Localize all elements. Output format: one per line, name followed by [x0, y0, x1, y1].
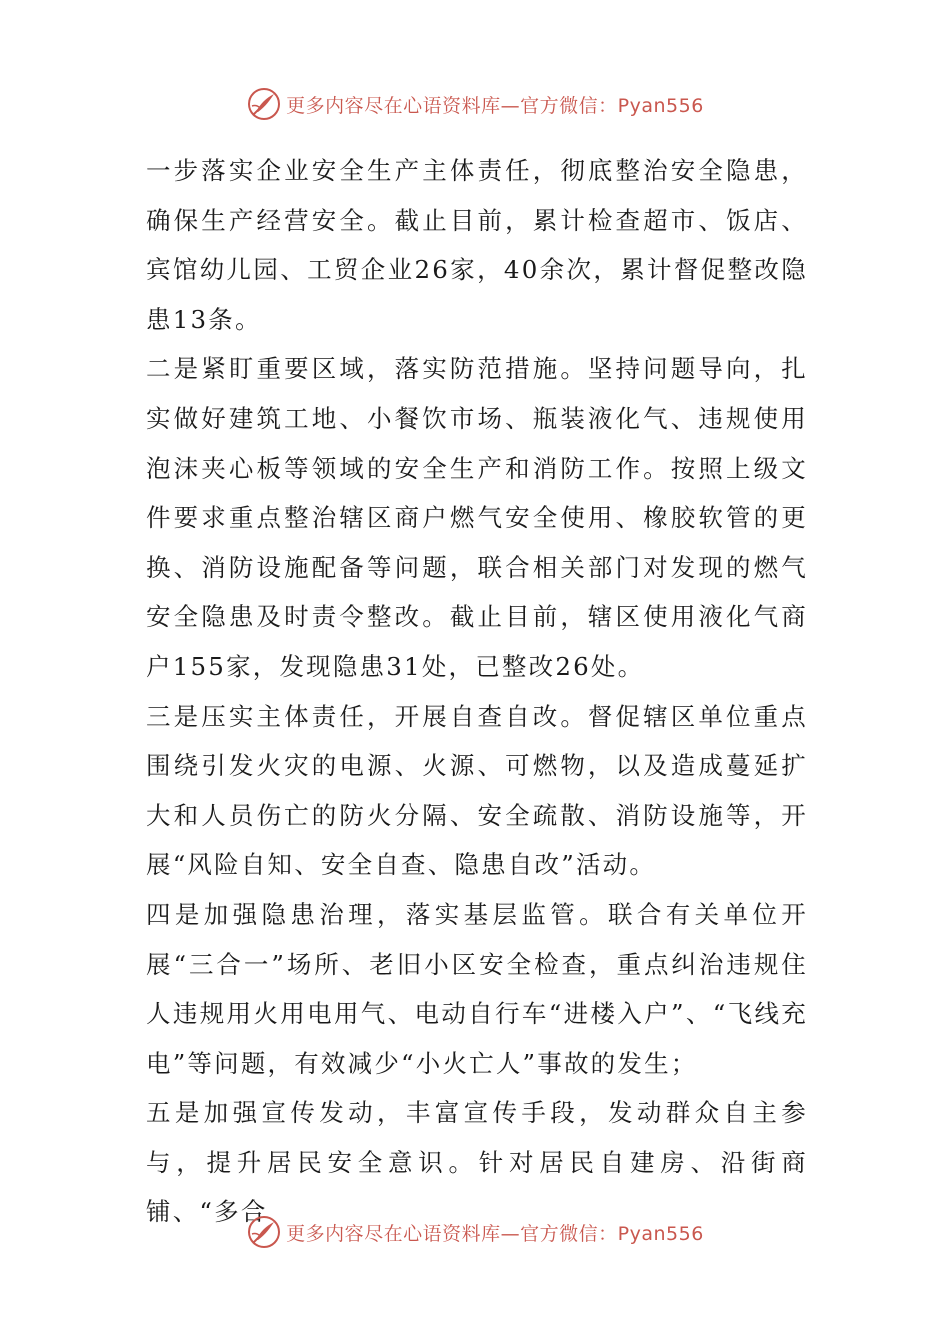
header-watermark: [0, 84, 950, 124]
paragraph-1: 一步落实企业安全生产主体责任，彻底整治安全隐患，确保生产经营安全。截止目前，累计检查超市、饭店、宾馆幼儿园、工贸企业26家，40余次，累计督促整改隐患13条。: [146, 156, 808, 334]
feather-pen-logo-icon: [246, 1214, 282, 1250]
paragraph-5: 五是加强宣传发动，丰富宣传手段，发动群众自主参与，提升居民安全意识。针对居民自建房、沿街商铺、“多合: [146, 1098, 808, 1227]
watermark-text: 更多内容尽在心语资料库—官方微信：Pyan556: [286, 1222, 704, 1245]
watermark-text: 更多内容尽在心语资料库—官方微信：Pyan556: [286, 94, 704, 117]
body-text: [146, 146, 808, 1237]
feather-pen-logo-icon: [246, 86, 282, 122]
paragraph-2: 二是紧盯重要区域，落实防范措施。坚持问题导向，扎实做好建筑工地、小餐饮市场、瓶装液化气、违规使用泡沫夹心板等领域的安全生产和消防工作。按照上级文件要求重点整治辖区商户燃气安全使用、橡胶软管的更换、消防设施配备等问题，联合相关部门对发现的燃气安全隐患及时责令整改。截止目前，辖区使用液化气商户155家，发现隐患31处，已整改26处。: [146, 354, 808, 681]
footer-watermark: [0, 1212, 950, 1252]
paragraph-3: 三是压实主体责任，开展自查自改。督促辖区单位重点围绕引发火灾的电源、火源、可燃物，以及造成蔓延扩大和人员伤亡的防火分隔、安全疏散、消防设施等，开展“风险自知、安全自查、隐患自改”活动。: [146, 701, 808, 880]
paragraph-4: 四是加强隐患治理，落实基层监管。联合有关单位开展“三合一”场所、老旧小区安全检查，重点纠治违规住人违规用火用电用气、电动自行车“进楼入户”、“飞线充电”等问题，有效减少“小火亡人”事故的发生；: [146, 899, 808, 1078]
